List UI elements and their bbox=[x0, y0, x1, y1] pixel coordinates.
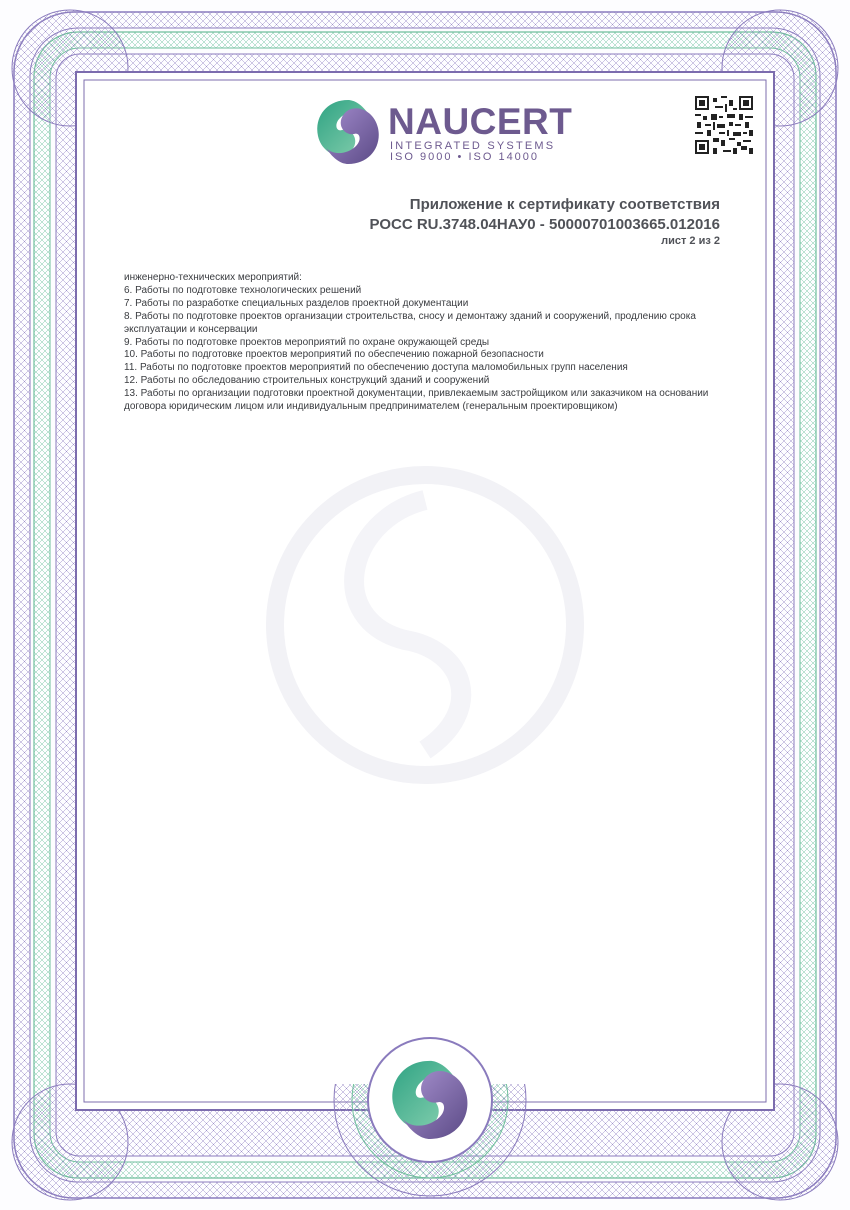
qr-code-icon bbox=[695, 96, 753, 154]
list-item: 11. Работы по подготовке проектов мероприятий по обеспечению доступа маломобильных групп населения bbox=[124, 362, 628, 374]
brand-name: NAUCERT bbox=[388, 101, 573, 142]
list-item: 10. Работы по подготовке проектов мероприятий по обеспечению пожарной безопасности bbox=[124, 349, 544, 361]
swirl-logo-icon bbox=[312, 96, 384, 168]
list-item: 8. Работы по подготовке проектов организации строительства, сносу и демонтажу зданий и сооружений, продлению срока эксплуатации и консервации bbox=[124, 310, 696, 335]
document-title: Приложение к сертификату соответствия bbox=[409, 196, 720, 213]
list-item: 6. Работы по подготовке технологических решений bbox=[124, 284, 362, 296]
brand-subtitle: INTEGRATED SYSTEMS bbox=[390, 140, 556, 152]
list-item: инженерно-технических мероприятий: bbox=[124, 272, 302, 283]
list-item: 9. Работы по подготовке проектов мероприятий по охране окружающей среды bbox=[124, 336, 490, 348]
seal-logo-icon bbox=[340, 1010, 520, 1190]
brand-iso-standards: ISO 9000 • ISO 14000 bbox=[390, 151, 540, 163]
certificate-number: РОСС RU.3748.04НАУ0 - 50000701003665.012016 bbox=[369, 216, 720, 233]
sheet-number: лист 2 из 2 bbox=[661, 235, 720, 247]
list-item: 12. Работы по обследованию строительных конструкций зданий и сооружений bbox=[124, 375, 490, 387]
list-item: 7. Работы по разработке специальных разделов проектной документации bbox=[124, 297, 469, 309]
list-item: 13. Работы по организации подготовки проектной документации, привлекаемым застройщиком или заказчиком на основании договора юридическим лицом или индивидуальным предпринимателем (генеральным проектировщиком) bbox=[124, 388, 709, 413]
work-list bbox=[124, 272, 724, 414]
watermark-logo bbox=[235, 460, 615, 790]
